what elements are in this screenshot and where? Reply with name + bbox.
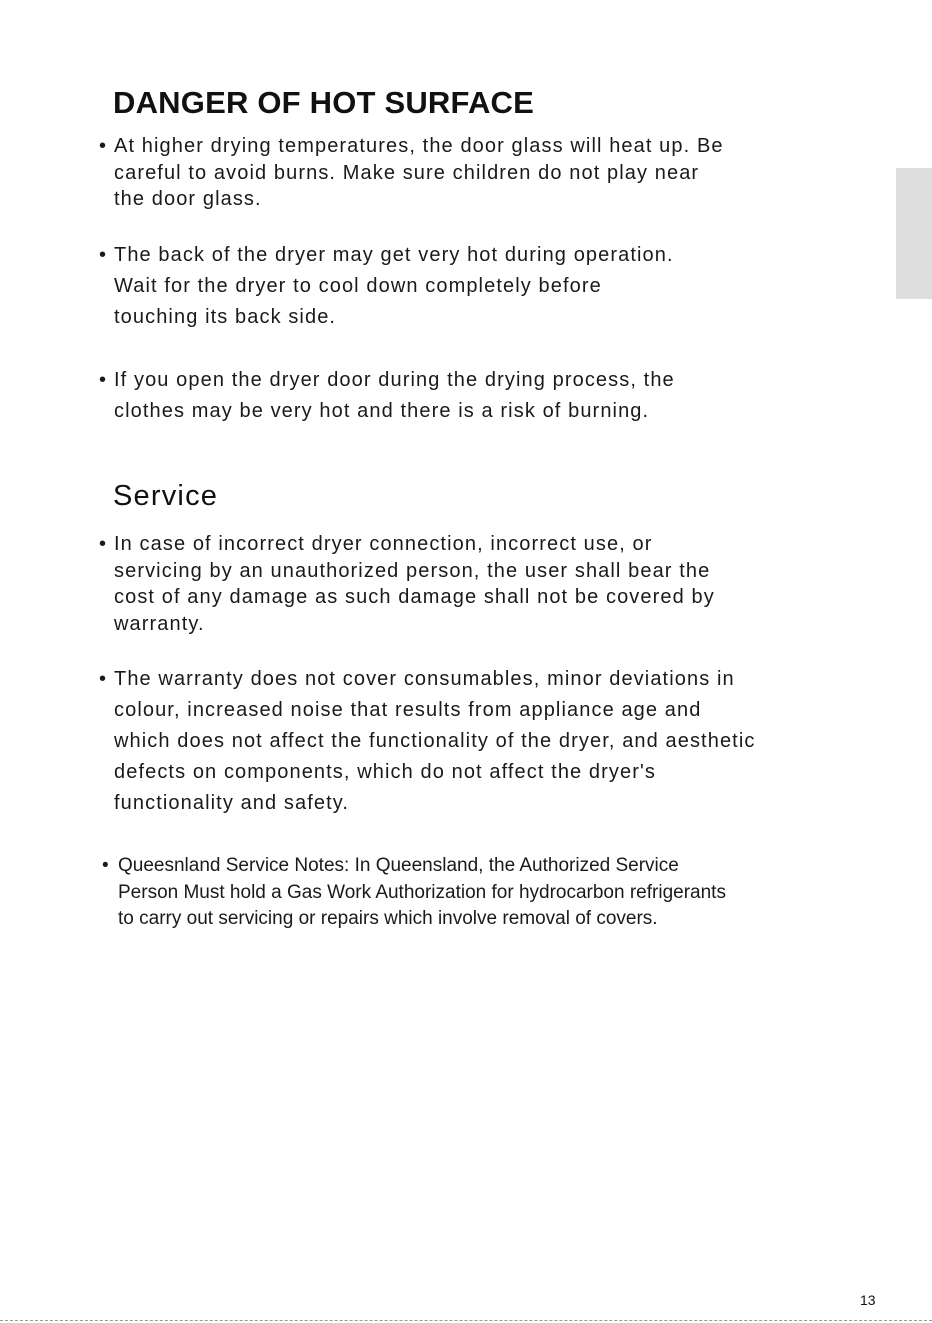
list-item-text: The warranty does not cover consumables, minor deviations in colour, increased noise that results from appliance age and which does not affect the functionality of the dryer, and aesthetic defects on components, which do not affect the dryer's functionality and safety. — [114, 668, 756, 814]
list-item-text: Queesnland Service Notes: In Queensland, the Authorized Service Person Must hold a Gas Work Authorization for hydrocarbon refrigerants to carry out servicing or repairs which involve removal of covers. — [118, 855, 726, 929]
heading-hot-surface: DANGER OF HOT SURFACE — [113, 85, 534, 120]
list-item-text: If you open the dryer door during the drying process, the clothes may be very hot and there is a risk of burning. — [114, 369, 675, 422]
bottom-divider — [0, 1320, 932, 1321]
bullet-icon: • — [99, 369, 108, 391]
list-item — [99, 531, 715, 637]
list-item — [99, 365, 675, 427]
bullet-icon: • — [99, 668, 108, 690]
heading-service: Service — [113, 480, 219, 512]
list-item-text: At higher drying temperatures, the door glass will heat up. Be careful to avoid burns. Make sure children do not play near the door glass. — [114, 135, 724, 210]
side-tab-marker — [896, 168, 932, 299]
bullet-icon: • — [99, 135, 108, 157]
bullet-icon: • — [99, 533, 108, 555]
list-item — [99, 240, 674, 333]
list-item — [99, 133, 724, 213]
bullet-icon: • — [102, 855, 109, 876]
list-item-text: The back of the dryer may get very hot during operation. Wait for the dryer to cool down completely before touching its back side. — [114, 244, 674, 328]
list-item-text: In case of incorrect dryer connection, incorrect use, or servicing by an unauthorized person, the user shall bear the cost of any damage as such damage shall not be covered by warranty. — [114, 533, 715, 635]
list-item — [99, 664, 755, 819]
bullet-icon: • — [99, 244, 108, 266]
page-number: 13 — [860, 1292, 876, 1308]
list-item — [102, 853, 726, 933]
